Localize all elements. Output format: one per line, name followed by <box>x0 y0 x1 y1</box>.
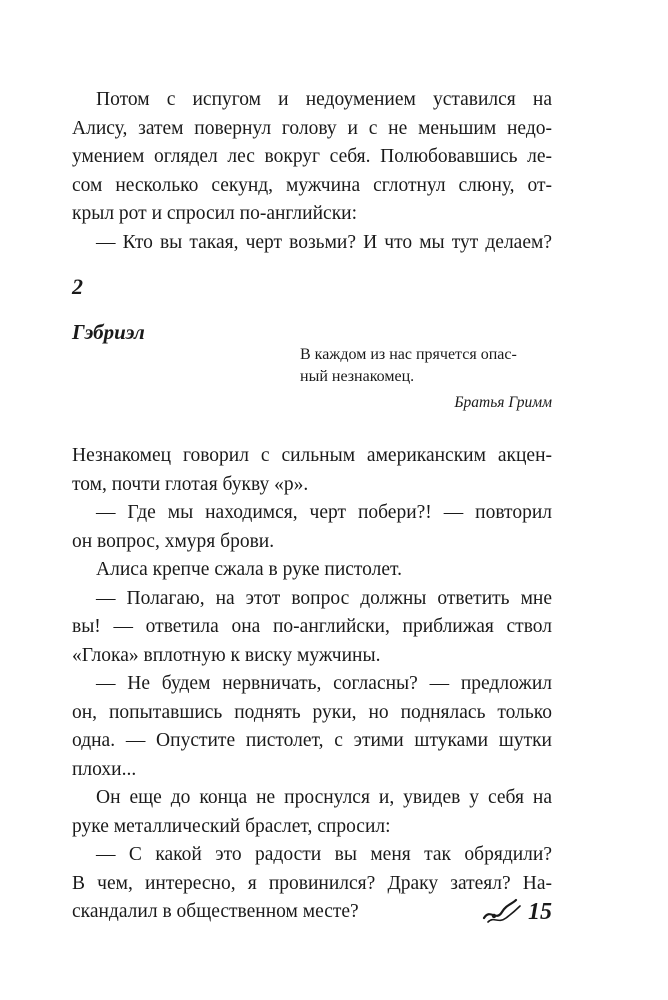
text-line: Потом с испугом и недоумением уставился на <box>96 89 552 110</box>
text-line: сом несколько секунд, мужчина сглотнул слюну, от- <box>72 174 552 196</box>
text-line: — Полагаю, на этот вопрос должны ответить мне <box>96 587 552 609</box>
epigraph-author: Братья Гримм <box>454 394 552 411</box>
text-line: Алису, затем повернул голову и с не меньшим недо- <box>72 117 552 139</box>
epigraph-line: ный незнакомец. <box>300 368 415 385</box>
text-line: умением оглядел лес вокруг себя. Полюбовавшись ле- <box>72 146 552 167</box>
epigraph-line: В каждом из нас прячется опас- <box>300 346 517 363</box>
text-line: В чем, интересно, я провинился? Драку затеял? На- <box>72 872 552 894</box>
page-number: 15 <box>528 899 552 925</box>
text-line: руке металлический браслет, спросил: <box>72 815 391 837</box>
text-line: он, попытавшись поднять руки, но поднялась только <box>72 701 552 723</box>
chapter-title: Гэбриэл <box>72 320 145 344</box>
text-line: Алиса крепче сжала в руке пистолет. <box>96 559 402 580</box>
text-line: Незнакомец говорил с сильным американским акцен- <box>72 445 552 466</box>
text-line: том, почти глотая букву «р». <box>72 473 309 495</box>
text-line: он вопрос, хмуря брови. <box>72 530 275 552</box>
text-line: — Где мы находимся, черт побери?! — повторил <box>96 502 552 523</box>
epigraph <box>300 344 552 414</box>
text-line: вы! — ответила она по-английски, приближая ствол <box>72 616 552 637</box>
text-block-main <box>72 442 552 927</box>
text-line: скандалил в общественном месте? <box>72 901 359 922</box>
text-line: — С какой это радости вы меня так обрядили? <box>96 844 552 865</box>
text-line: — Не будем нервничать, согласны? — предложил <box>96 673 552 694</box>
text-line: плохи... <box>72 758 137 780</box>
page-footer <box>482 896 552 926</box>
text-line: одна. — Опустите пистолет, с этими штуками шутки <box>72 730 552 751</box>
text-block-top <box>72 86 552 257</box>
flourish-icon <box>482 896 522 926</box>
text-line: — Кто вы такая, черт возьми? И что мы тут делаем? <box>96 231 552 253</box>
text-line: «Глока» вплотную к виску мужчины. <box>72 644 381 666</box>
text-line: Он еще до конца не проснулся и, увидев у себя на <box>96 787 552 808</box>
text-line: крыл рот и спросил по-английски: <box>72 203 358 224</box>
chapter-number: 2 <box>72 274 83 299</box>
